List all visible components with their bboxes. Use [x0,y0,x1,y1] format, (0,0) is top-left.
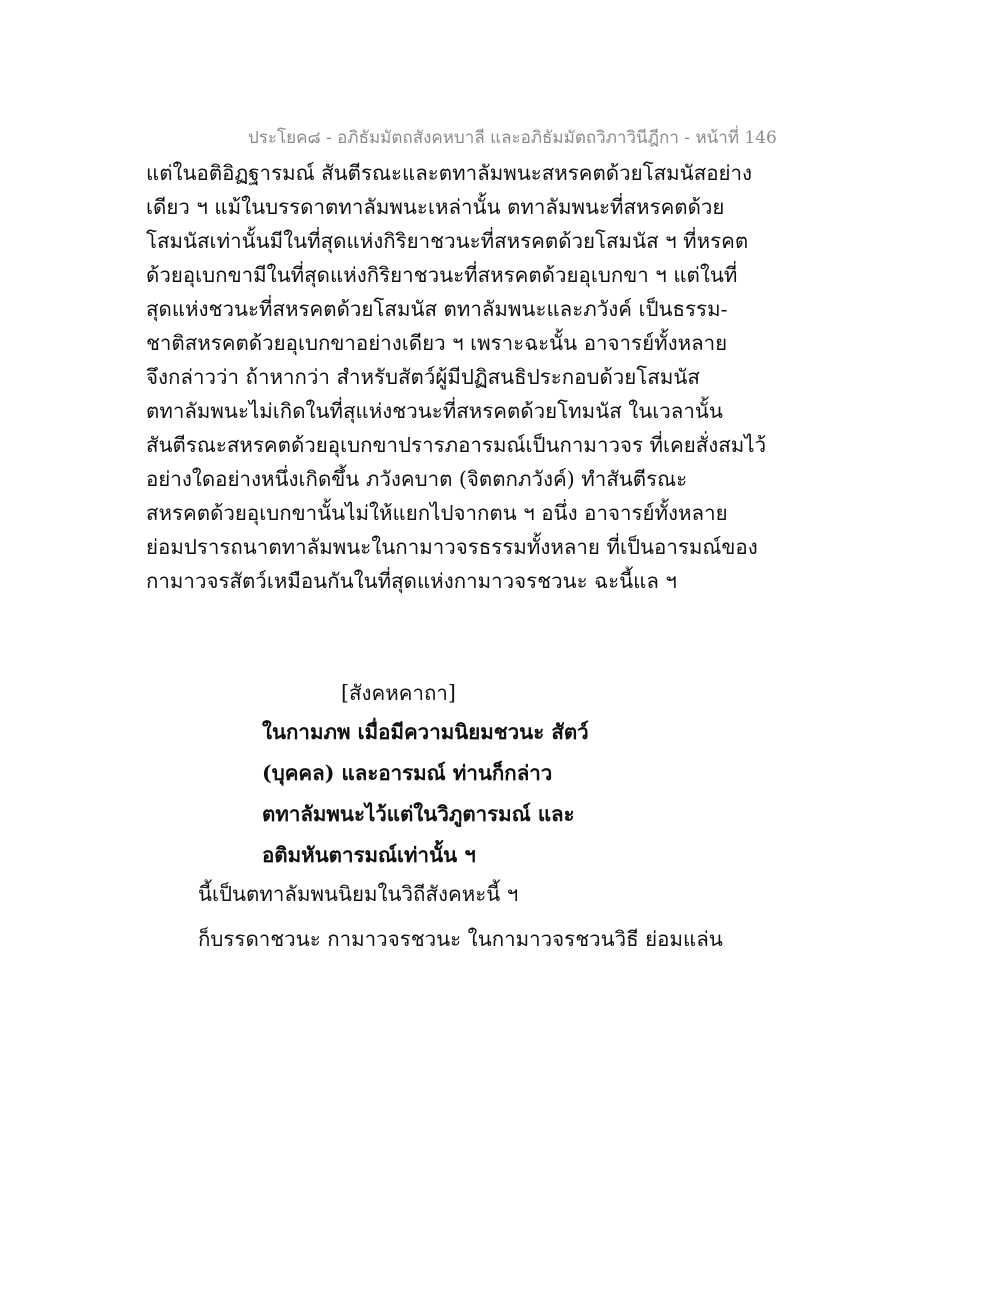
paragraph-line: สหรคตด้วยอุเบกขานั้นไม่ให้แยกไปจากตน ฯ อนึ่ง อาจารย์ทั้งหลาย [146,501,728,525]
closing-paragraph [198,872,723,962]
paragraph-line: ด้วยอุเบกขามีในที่สุดแห่งกิริยาชวนะที่สหรคตด้วยอุเบกขา ฯ แต่ในที่ [146,263,738,287]
closing-line: ก็บรรดาชวนะ กามาวจรชวนะ ในกามาวจรชวนวิธี ย่อมแล่น [198,927,723,951]
paragraph-line: เดียว ฯ แม้ในบรรดาตทาลัมพนะเหล่านั้น ตทาลัมพนะที่สหรคตด้วย [146,195,725,219]
paragraph-line: ตทาลัมพนะไม่เกิดในที่สุแห่งชวนะที่สหรคตด้วยโทมนัส ในเวลานั้น [146,399,723,423]
verse-line: ตทาลัมพนะไว้แต่ในวิภูตารมณ์ และ [262,802,575,826]
closing-line: นี้เป็นตทาลัมพนนิยมในวิถีสังคหะนี้ ฯ [198,882,519,906]
paragraph-line: กามาวจรสัตว์เหมือนกันในที่สุดแห่งกามาวจรชวนะ ฉะนี้แล ฯ [146,569,677,593]
verse-line: อติมหันตารมณ์เท่านั้น ฯ [262,843,476,867]
paragraph-line: แต่ในอติอิฏฐารมณ์ สันตีรณะและตทาลัมพนะสหรคตด้วยโสมนัสอย่าง [146,161,753,185]
paragraph-line: โสมนัสเท่านั้นมีในที่สุดแห่งกิริยาชวนะที่สหรคตด้วยโสมนัส ฯ ที่หรคต [146,229,749,253]
verse-block [262,712,589,876]
body-paragraph [146,156,767,598]
paragraph-line: สุดแห่งชวนะที่สหรคตด้วยโสมนัส ตทาลัมพนะและภวังค์ เป็นธรรม- [146,297,728,321]
verse-line: (บุคคล) และอารมณ์ ท่านก็กล่าว [262,761,553,785]
paragraph-line: สันตีรณะสหรคตด้วยอุเบกขาปรารภอารมณ์เป็นกามาวจร ที่เคยสั่งสมไว้ [146,433,767,457]
section-label: [สังคหคาถา] [341,681,456,705]
paragraph-line: จึงกล่าวว่า ถ้าหากว่า สำหรับสัตว์ผู้มีปฏิสนธิประกอบด้วยโสมนัส [146,365,700,389]
paragraph-line: ย่อมปรารถนาตทาลัมพนะในกามาวจรธรรมทั้งหลาย ที่เป็นอารมณ์ของ [146,535,758,559]
paragraph-line: ชาติสหรคตด้วยอุเบกขาอย่างเดียว ฯ เพราะฉะนั้น อาจารย์ทั้งหลาย [146,331,728,355]
page-header: ประโยค๘ - อภิธัมมัตถสังคหบาลี และอภิธัมมัตถวิภาวินีฎีกา - หน้าที่ 146 [248,128,777,148]
verse-line: ในกามภพ เมื่อมีความนิยมชวนะ สัตว์ [262,720,589,744]
paragraph-line: อย่างใดอย่างหนึ่งเกิดขึ้น ภวังคบาต (จิตตกภวังค์) ทำสันตีรณะ [146,467,688,491]
